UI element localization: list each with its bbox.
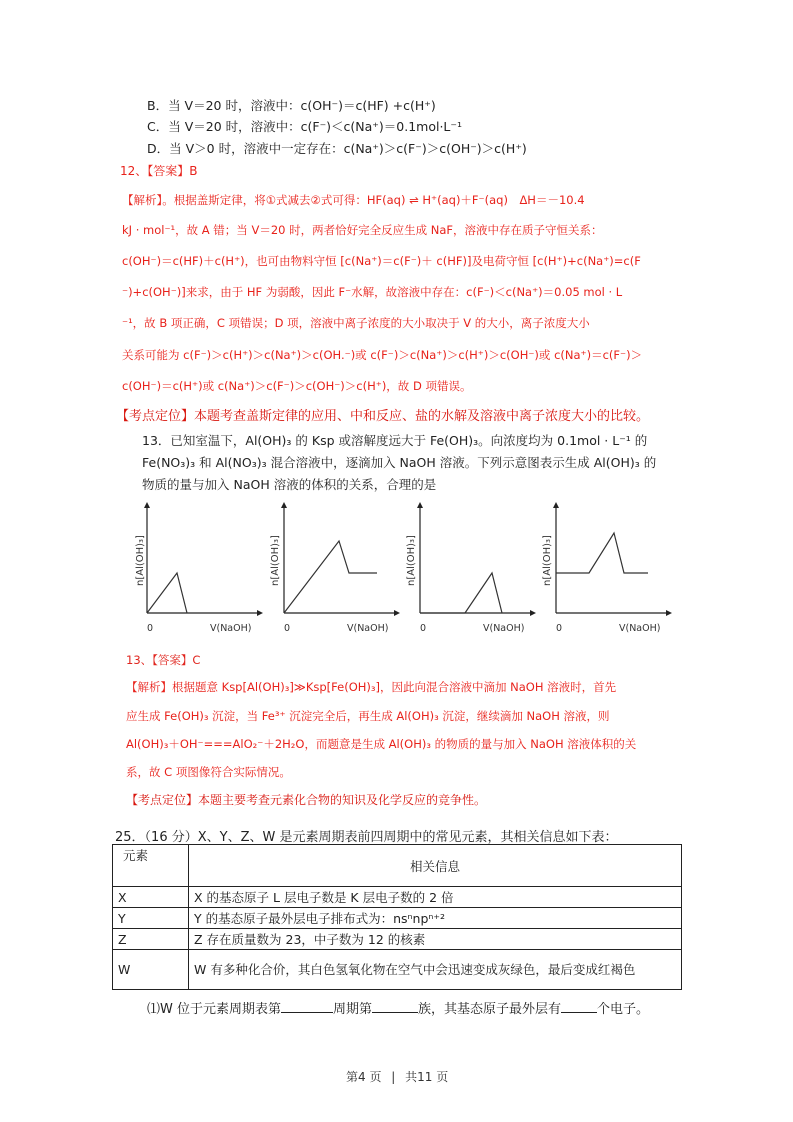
graph-a-curve bbox=[147, 573, 187, 613]
graph-c-curve bbox=[420, 573, 502, 613]
q25-stem: 25．（16 分）X、Y、Z、W 是元素周期表前四周期中的常见元素，其相关信息如下表： bbox=[115, 830, 618, 845]
graph-b-origin: 0 bbox=[284, 623, 291, 634]
graph-a-origin: 0 bbox=[147, 623, 154, 634]
page-total: 共11 页 bbox=[405, 1070, 449, 1084]
q12-kaodian: 【考点定位】本题考查盖斯定律的应用、中和反应、盐的水解及溶液中离子浓度大小的比较。 bbox=[116, 409, 650, 424]
graph-a-y-arrow-icon bbox=[144, 502, 150, 508]
element-info-table bbox=[112, 844, 682, 990]
q13-analysis-line: Al(OH)₃＋OH⁻===AlO₂⁻＋2H₂O，而题意是生成 Al(OH)₃ 的物质的量与加入 NaOH 溶液体积的关 bbox=[126, 737, 637, 751]
graph-d-ylabel: n[Al(OH)₃] bbox=[542, 535, 553, 586]
q12-analysis-line: c(OH⁻)＝c(HF)＋c(H⁺)，也可由物料守恒 [c(Na⁺)＝c(F⁻)＋ c(HF)]及电荷守恒 [c(H⁺)+c(Na⁺)=c(F bbox=[122, 254, 641, 268]
graph-b-x-arrow-icon bbox=[394, 610, 400, 616]
q12-option-d: D．当 V＞0 时，溶液中一定存在：c(Na⁺)＞c(F⁻)＞c(OH⁻)＞c(H⁺) bbox=[147, 141, 527, 156]
graph-b-xlabel: V(NaOH) bbox=[347, 623, 389, 634]
q12-analysis-line: ⁻)+c(OH⁻)]来求，由于 HF 为弱酸，因此 F⁻水解，故溶液中存在：c(F⁻)＜c(Na⁺)＝0.05 mol · L bbox=[122, 285, 623, 299]
graph-c-x-arrow-icon bbox=[530, 610, 536, 616]
answer-blank-period[interactable] bbox=[281, 1000, 333, 1013]
graph-d-curve bbox=[556, 533, 648, 573]
graph-b-y-arrow-icon bbox=[281, 502, 287, 508]
graph-a-xlabel: V(NaOH) bbox=[210, 623, 252, 634]
answer-blank-electrons[interactable] bbox=[561, 1000, 597, 1013]
graph-b-plot bbox=[267, 498, 402, 638]
page-number: 第4 页 bbox=[346, 1070, 382, 1084]
table-header-element: 元素 bbox=[113, 845, 189, 887]
q13-stem-line: Fe(NO₃)₃ 和 Al(NO₃)₃ 混合溶液中，逐滴加入 NaOH 溶液。下列示意图表示生成 Al(OH)₃ 的 bbox=[142, 455, 657, 470]
q25-sub1-text: ⑴W 位于元素周期表第 bbox=[147, 1002, 281, 1017]
answer-blank-group[interactable] bbox=[372, 1000, 418, 1013]
graph-c-origin: 0 bbox=[420, 623, 427, 634]
q13-kaodian: 【考点定位】本题主要考查元素化合物的知识及化学反应的竞争性。 bbox=[126, 793, 487, 807]
q12-option-b: B．当 V＝20 时，溶液中：c(OH⁻)＝c(HF) +c(H⁺) bbox=[147, 98, 436, 113]
q25-sub1-text: 周期第 bbox=[333, 1002, 373, 1017]
graph-a-plot bbox=[130, 498, 265, 638]
table-cell-info: X 的基态原子 L 层电子数是 K 层电子数的 2 倍 bbox=[189, 887, 682, 908]
q25-sub1 bbox=[147, 998, 649, 1017]
graph-c bbox=[403, 498, 538, 638]
q13-analysis-line: 【解析】根据题意 Ksp[Al(OH)₃]≫Ksp[Fe(OH)₃]，因此向混合溶液中滴加 NaOH 溶液时，首先 bbox=[126, 680, 617, 694]
graph-a bbox=[130, 498, 265, 638]
graph-d-plot bbox=[539, 498, 674, 638]
graph-b bbox=[267, 498, 402, 638]
q13-analysis-line: 应生成 Fe(OH)₃ 沉淀，当 Fe³⁺ 沉淀完全后，再生成 Al(OH)₃ 沉淀，继续滴加 NaOH 溶液，则 bbox=[126, 709, 610, 723]
graph-c-plot bbox=[403, 498, 538, 638]
table-cell-element: W bbox=[113, 950, 189, 990]
q12-analysis-line: ⁻¹，故 B 项正确，C 项错误；D 项，溶液中离子浓度的大小取决于 V 的大小，离子浓度大小 bbox=[122, 316, 590, 330]
q25-sub1-text: 个电子。 bbox=[597, 1002, 650, 1017]
table-cell-info: Z 存在质量数为 23，中子数为 12 的核素 bbox=[189, 929, 682, 950]
q12-analysis-line: 关系可能为 c(F⁻)＞c(H⁺)＞c(Na⁺)＞c(OH.⁻)或 c(F⁻)＞c(Na⁺)＞c(H⁺)＞c(OH⁻)或 c(Na⁺)＝c(F⁻)＞ bbox=[122, 348, 643, 362]
graph-a-x-arrow-icon bbox=[257, 610, 263, 616]
graph-d bbox=[539, 498, 674, 638]
q13-stem-line: 13．已知室温下，Al(OH)₃ 的 Ksp 或溶解度远大于 Fe(OH)₃。向浓度均为 0.1mol · L⁻¹ 的 bbox=[142, 433, 648, 448]
graph-a-ylabel: n[Al(OH)₃] bbox=[135, 535, 146, 586]
graph-c-y-arrow-icon bbox=[417, 502, 423, 508]
table-row bbox=[113, 908, 682, 929]
q12-option-c: C．当 V＝20 时，溶液中：c(F⁻)＜c(Na⁺)＝0.1mol·L⁻¹ bbox=[147, 119, 463, 134]
graph-d-origin: 0 bbox=[556, 623, 563, 634]
page-footer bbox=[346, 1068, 448, 1085]
q13-answer: 13、【答案】C bbox=[126, 653, 201, 667]
q13-analysis-line: 系，故 C 项图像符合实际情况。 bbox=[126, 765, 291, 779]
graph-d-xlabel: V(NaOH) bbox=[619, 623, 661, 634]
graph-c-xlabel: V(NaOH) bbox=[483, 623, 525, 634]
table-header-info: 相关信息 bbox=[189, 845, 682, 887]
q25-sub1-text: 族，其基态原子最外层有 bbox=[418, 1002, 562, 1017]
table-cell-info: W 有多种化合价，其白色氢氧化物在空气中会迅速变成灰绿色，最后变成红褐色 bbox=[189, 950, 682, 990]
footer-separator: | bbox=[391, 1070, 396, 1084]
table-cell-element: Z bbox=[113, 929, 189, 950]
table-row bbox=[113, 929, 682, 950]
graph-c-ylabel: n[Al(OH)₃] bbox=[406, 535, 417, 586]
table-row bbox=[113, 887, 682, 908]
table-cell-info: Y 的基态原子最外层电子排布式为：nsⁿnpⁿ⁺² bbox=[189, 908, 682, 929]
q12-analysis-line: kJ · mol⁻¹，故 A 错；当 V＝20 时，两者恰好完全反应生成 NaF，溶液中存在质子守恒关系： bbox=[122, 223, 603, 237]
graph-d-x-arrow-icon bbox=[666, 610, 672, 616]
q13-stem-line: 物质的量与加入 NaOH 溶液的体积的关系，合理的是 bbox=[142, 477, 437, 492]
graph-b-ylabel: n[Al(OH)₃] bbox=[270, 535, 281, 586]
graph-d-y-arrow-icon bbox=[553, 502, 559, 508]
table-header-row bbox=[113, 845, 682, 887]
graph-b-curve bbox=[284, 541, 377, 613]
q12-answer: 12、【答案】B bbox=[120, 164, 198, 178]
table-cell-element: Y bbox=[113, 908, 189, 929]
q12-analysis-line: c(OH⁻)＝c(H⁺)或 c(Na⁺)＞c(F⁻)＞c(OH⁻)＞c(H⁺)，故 D 项错误。 bbox=[122, 379, 472, 393]
q12-analysis-line: 【解析】。根据盖斯定律，将①式减去②式可得：HF(aq) ⇌ H⁺(aq)＋F⁻(aq) ΔH＝－10.4 bbox=[122, 193, 585, 207]
table-cell-element: X bbox=[113, 887, 189, 908]
table-row bbox=[113, 950, 682, 990]
